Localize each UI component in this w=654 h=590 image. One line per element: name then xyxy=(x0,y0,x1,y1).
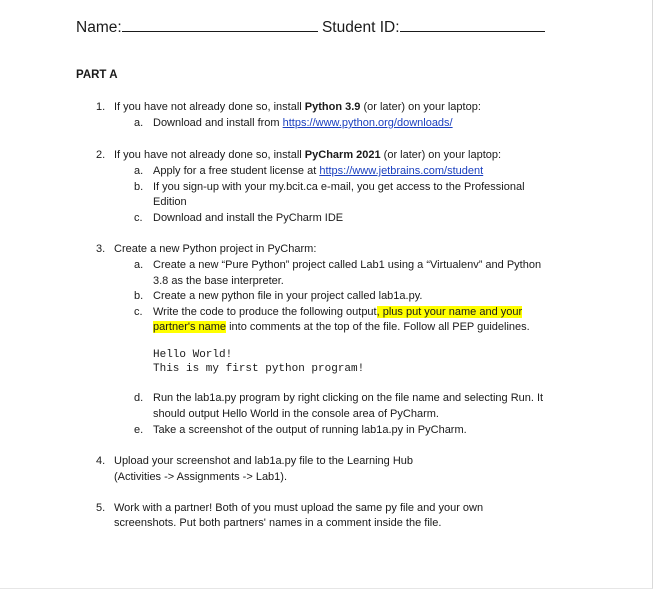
item-3c-text: Write the code to produce the following output xyxy=(153,306,377,318)
item-1-bold: Python 3.9 xyxy=(304,101,361,113)
item-3c-text-2: into comments at the top of the file. Follow all PEP guidelines. xyxy=(226,321,530,333)
item-2b-line2: Edition xyxy=(153,196,187,208)
item-3-number: 3. xyxy=(96,243,106,255)
item-1-text-before: If you have not already done so, install xyxy=(114,101,305,113)
item-2a-letter: a. xyxy=(134,165,144,177)
item-3d-line2: should output Hello World in the console area of PyCharm. xyxy=(153,408,439,420)
item-3b-text: Create a new python file in your project called lab1a.py. xyxy=(153,290,423,302)
item-5-line1: Work with a partner! Both of you must upload the same py file and your own xyxy=(114,502,484,514)
code-line-1: Hello World! xyxy=(153,349,233,361)
item-4-line2: (Activities -> Assignments -> Lab1). xyxy=(114,471,288,483)
item-3c-line2 xyxy=(153,320,530,336)
python-download-link[interactable]: https://www.python.org/downloads/ xyxy=(282,117,453,129)
item-1a-label: Download and install from xyxy=(153,117,283,129)
item-1-number: 1. xyxy=(96,101,106,113)
part-title: PART A xyxy=(76,69,118,81)
item-3e-letter: e. xyxy=(134,424,144,436)
item-3-text: Create a new Python project in PyCharm: xyxy=(114,243,317,255)
item-2-text-after: (or later) on your laptop: xyxy=(380,149,502,161)
item-3a-letter: a. xyxy=(134,259,144,271)
item-5-number: 5. xyxy=(96,502,106,514)
item-1-text xyxy=(114,100,481,116)
item-4-number: 4. xyxy=(96,455,106,467)
jetbrains-student-link[interactable]: https://www.jetbrains.com/student xyxy=(319,165,484,177)
item-3c-highlight-2: partner's name xyxy=(153,321,227,333)
item-1-text-after: (or later) on your laptop: xyxy=(360,101,481,113)
item-3d-letter: d. xyxy=(134,392,144,404)
item-2a-label: Apply for a free student license at xyxy=(153,165,320,177)
item-2b-letter: b. xyxy=(134,181,144,193)
item-2-bold: PyCharm 2021 xyxy=(304,149,381,161)
item-3c-highlight-1: , plus put your name and your xyxy=(376,306,523,318)
item-3a-line1: Create a new “Pure Python” project called Lab1 using a “Virtualenv” and Python xyxy=(153,259,542,271)
item-3e-text: Take a screenshot of the output of running lab1a.py in PyCharm. xyxy=(153,424,467,436)
item-3d-line1: Run the lab1a.py program by right clicking on the file name and selecting Run. It xyxy=(153,392,544,404)
item-2-number: 2. xyxy=(96,149,106,161)
student-id-label: Student ID: xyxy=(321,19,400,36)
item-4-line1: Upload your screenshot and lab1a.py file to the Learning Hub xyxy=(114,455,414,467)
name-blank xyxy=(122,17,318,32)
student-id-blank xyxy=(400,17,545,32)
header xyxy=(76,17,545,37)
code-line-2: This is my first python program! xyxy=(153,363,365,375)
item-3c-letter: c. xyxy=(134,306,143,318)
item-2a-text xyxy=(153,164,483,180)
item-1a-text xyxy=(153,116,453,132)
item-2-text xyxy=(114,148,501,164)
item-2-text-before: If you have not already done so, install xyxy=(114,149,305,161)
item-2c-letter: c. xyxy=(134,212,143,224)
item-5-line2: screenshots. Put both partners' names in a comment inside the file. xyxy=(114,517,442,529)
item-3c-line1 xyxy=(153,305,522,321)
item-1a-letter: a. xyxy=(134,117,144,129)
item-2b-line1: If you sign-up with your my.bcit.ca e-mail, you get access to the Professional xyxy=(153,181,525,193)
name-label: Name: xyxy=(76,19,122,36)
item-3a-line2: 3.8 as the base interpreter. xyxy=(153,275,284,287)
item-3b-letter: b. xyxy=(134,290,144,302)
item-2c-text: Download and install the PyCharm IDE xyxy=(153,212,344,224)
